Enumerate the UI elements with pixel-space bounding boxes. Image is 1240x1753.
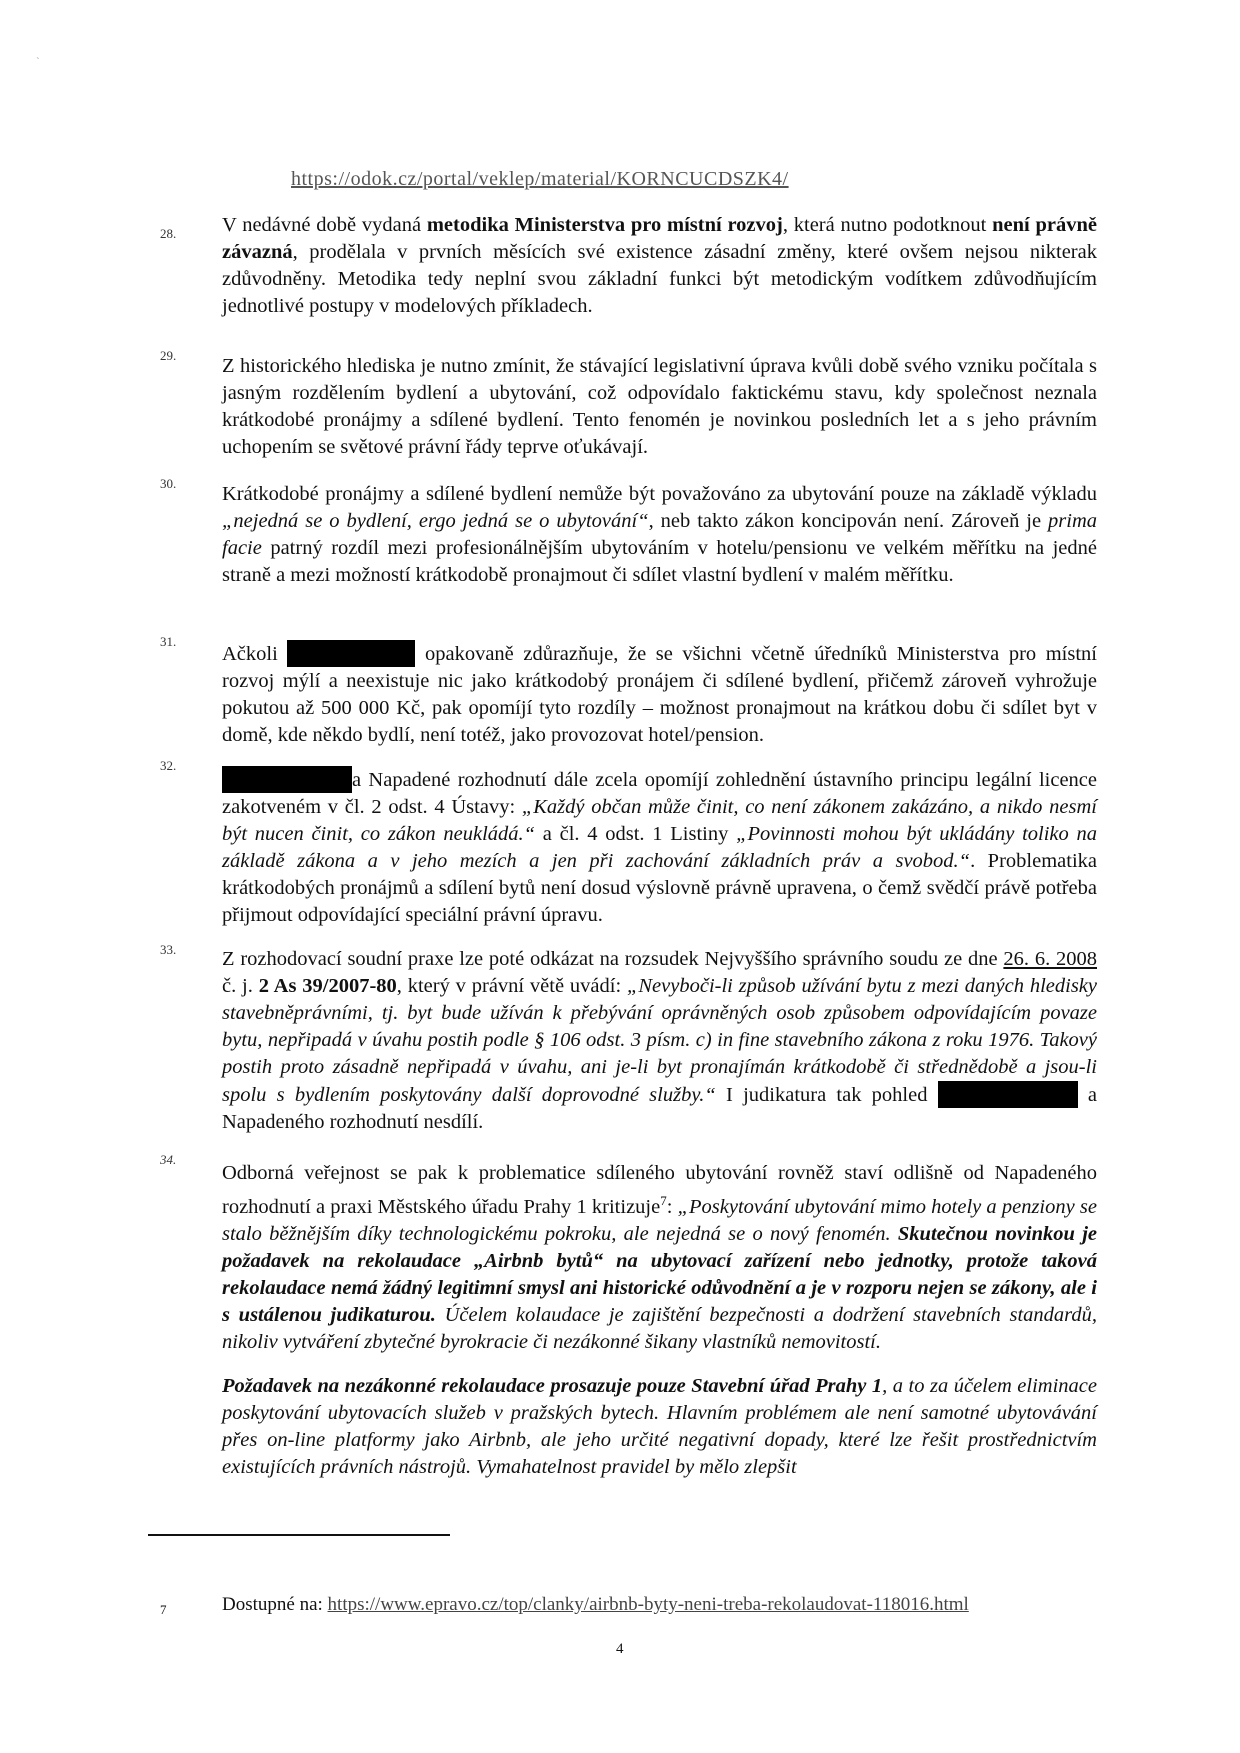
paragraph-number: 28. xyxy=(160,226,177,241)
paragraph-text xyxy=(222,640,1097,749)
text-run: , prodělala v prvních měsících své existence zásadní změny, které ovšem nejsou nikterak zdůvodněny. Metodika tedy neplní svou základní funkci být metodickým vodítkem zdůvodňujícím jednotlivé postupy v modelových příkladech. xyxy=(222,241,1097,317)
paragraph-number: 31. xyxy=(160,634,177,649)
text-run: Z historického hlediska je nutno zmínit, že stávající legislativní úprava kvůli době svého vzniku počítala s jasným rozdělením bydlení a ubytování, což odpovídalo faktickému stavu, kdy společnost neznala krátkodobé pronájmy a sdílené bydlení. Tento fenomén je novinkou posledních let a s jeho právním uchopením se světové právní řády teprve oťukávají. xyxy=(222,355,1097,458)
redaction-bar xyxy=(287,640,415,667)
text-run: Ačkoli xyxy=(222,643,288,665)
text-run: prima facie xyxy=(222,510,1097,559)
paragraph-number: 30. xyxy=(160,476,177,491)
paragraph-text xyxy=(222,1373,1097,1481)
text-run: patrný rozdíl mezi profesionálnějším ubytováním v hotelu/pensionu ve velkém měřítku na jedné straně a mezi možností krátkodobě pronajmout či sdílet vlastní bydlení v malém měřítku. xyxy=(222,537,1097,586)
text-run: metodika Ministerstva pro místní rozvoj xyxy=(426,214,783,236)
footnote-text xyxy=(222,1594,969,1616)
paragraph-text xyxy=(222,481,1097,589)
text-run: „Povinnosti mohou být ukládány toliko na základě zákona a v jeho mezích a jen při zachování základních práv a svobod.“ xyxy=(222,823,1098,872)
text-run: „Každý občan může činit, co není zákonem zakázáno, a nikdo nesmí být nucen činit, co zákon neukládá.“ xyxy=(222,796,1097,845)
text-run: „nejedná se o bydlení, ergo jedná se o ubytování“ xyxy=(222,510,649,532)
paragraph-text xyxy=(222,946,1097,1136)
footnote-divider xyxy=(148,1534,450,1536)
paragraph-text xyxy=(222,353,1097,461)
footnote-number: 7 xyxy=(160,1602,167,1617)
text-run: 2 As 39/2007-80 xyxy=(258,975,397,997)
text-run: , neb takto zákon koncipován není. Zároveň je xyxy=(648,510,1049,532)
text-run: 7 xyxy=(660,1193,667,1208)
text-run: č. j. xyxy=(222,975,259,997)
text-run: , která nutno podotknout xyxy=(782,214,993,236)
text-run: „Poskytování ubytování mimo hotely a penziony se stalo běžnějším díky technologickému pokroku, ale nejedná se o nový fenomén. xyxy=(222,1195,1097,1245)
page-number: 4 xyxy=(616,1641,624,1657)
text-run: , a to za účelem eliminace poskytování ubytovacích služeb v pražských bytech. Hlavním problémem ale není samotné ubytovávání přes on-line platformy jako Airbnb, ale jeho určité negativní dopady, které lze řešit prostřednictvím existujících právních nástrojů. Vymahatelnost pravidel by mělo zlepšit xyxy=(222,1375,1097,1478)
text-run: a čl. 4 odst. 1 Listiny xyxy=(535,823,737,845)
text-run: , který v právní větě uvádí: xyxy=(396,975,627,997)
redaction-bar xyxy=(938,1081,1078,1108)
text-run: 26. 6. 2008 xyxy=(1003,948,1097,970)
text-run: : xyxy=(666,1195,678,1218)
text-run: Odborná veřejnost se pak k problematice sdíleného ubytování rovněž staví odlišně od Napadeného rozhodnutí a praxi Městského úřadu Prahy 1 kritizuje xyxy=(222,1162,1097,1218)
scan-mark: ` xyxy=(36,56,40,68)
text-run: „Nevyboči-li způsob užívání bytu z mezi daných hledisky stavebněprávními, tj. byt bude užíván k přebývání oprávněných osob způsobem odpovídajícím povaze bytu, nepřipadá v úvahu postih podle § 106 odst. 3 písm. c) in fine stavebního zákona z roku 1976. Takový postih proto zásadně nepřipadá v úvahu, ani je-li byt pronajímán krátkodobě či střednědobě a jsou-li spolu s bydlením poskytovány další doprovodné služby.“ xyxy=(222,975,1097,1106)
paragraph-text xyxy=(222,766,1097,929)
redaction-bar xyxy=(222,766,352,793)
text-run: není právně závazná xyxy=(222,214,1097,263)
text-run: Skutečnou novinkou je požadavek na rekolaudace „Airbnb bytů“ na ubytovací zařízení nebo jednotky, protože taková rekolaudace nemá žádný legitimní smysl ani historické odůvodnění a je v rozporu nejen se zákony, ale i s ustálenou judikaturou. xyxy=(222,1222,1097,1326)
text-run: V nedávné době vydaná xyxy=(222,214,427,236)
text-run: a Napadeného rozhodnutí nesdílí. xyxy=(222,1084,1098,1133)
paragraph-number: 34. xyxy=(160,1152,177,1167)
text-run: . Problematika krátkodobých pronájmů a sdílení bytů není dosud výslovně právně upravena, o čemž svědčí právě potřeba přijmout odpovídající speciální právní úpravu. xyxy=(222,850,1097,926)
paragraph-text xyxy=(222,1160,1097,1356)
text-run: Krátkodobé pronájmy a sdílené bydlení nemůže být považováno za ubytování pouze na základě výkladu xyxy=(222,483,1097,505)
text-run: Z rozhodovací soudní praxe lze poté odkázat na rozsudek Nejvyššího správního soudu ze dne xyxy=(222,948,1004,970)
text-run: I judikatura tak pohled xyxy=(715,1084,938,1106)
paragraph-number: 32. xyxy=(160,758,177,773)
text-run: Požadavek na nezákonné rekolaudace prosazuje pouze Stavební úřad Prahy 1 xyxy=(222,1375,883,1397)
paragraph-number: 33. xyxy=(160,942,177,957)
paragraph-number: 29. xyxy=(160,348,177,363)
header-url-link[interactable]: https://odok.cz/portal/veklep/material/KORNCUCDSZK4/ xyxy=(291,168,789,190)
text-run: opakovaně zdůrazňuje, že se všichni včetně úředníků Ministerstva pro místní rozvoj mýlí a neexistuje nic jako krátkodobý pronájem či sdílené bydlení, přičemž zároveň vyhrožuje pokutou až 500 000 Kč, pak opomíjí tyto rozdíly – možnost pronajmout na krátkou dobu či sdílet byt v domě, kde někdo bydlí, není totéž, jako provozovat hotel/pension. xyxy=(222,643,1098,746)
text-run: a Napadené rozhodnutí dále zcela opomíjí zohlednění ústavního principu legální licence zakotveném v čl. 2 odst. 4 Ústavy: xyxy=(222,769,1097,818)
text-run: Účelem kolaudace je zajištění bezpečnosti a dodržení stavebních standardů, nikoliv vytváření zbytečné byrokracie či nezákonné šikany vlastníků nemovitostí. xyxy=(222,1303,1097,1353)
paragraph-text xyxy=(222,212,1097,320)
footnote-url-link[interactable]: https://www.epravo.cz/top/clanky/airbnb-byty-neni-treba-rekolaudovat-118016.html xyxy=(327,1594,969,1615)
footnote-label: Dostupné na: xyxy=(222,1594,328,1615)
